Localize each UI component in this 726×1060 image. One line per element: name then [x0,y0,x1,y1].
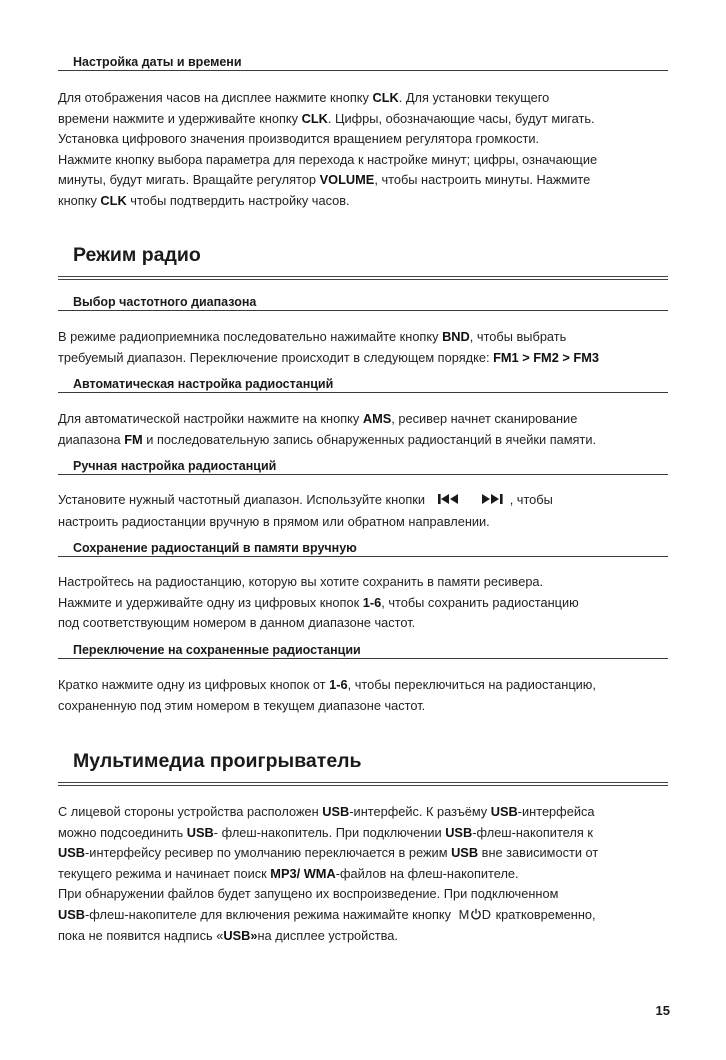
text-line: Для отображения часов на дисплее нажмите кнопку CLK. Для установки текущего [58,90,550,105]
page-number: 15 [655,1003,670,1018]
text-line: При обнаружении файлов будет запущено их воспроизведение. При подключенном [58,886,559,901]
skip-forward-icon [480,491,506,512]
text-line: Кратко нажмите одну из цифровых кнопок от 1-6, чтобы переключиться на радиостанцию, [58,677,596,692]
paragraph-save [58,572,673,634]
paragraph-datetime [58,88,673,211]
text-line: диапазона FM и последовательную запись обнаруженных радиостанций в ячейки памяти. [58,431,597,447]
text-line: С лицевой стороны устройства расположен USB-интерфейс. К разъёму USB-интерфейса [58,804,595,819]
text-line: сохраненную под этим номером в текущем диапазоне частот. [58,697,426,713]
text-line: текущего режима и начинает поиск MP3/ WMA-файлов на флеш-накопителе. [58,865,519,881]
text-line: кнопку CLK чтобы подтвердить настройку часов. [58,192,350,208]
text-line: времени нажмите и удерживайте кнопку CLK. Цифры, обозначающие часы, будут мигать. [58,110,595,126]
paragraph-recall [58,675,673,716]
subheading-band: Выбор частотного диапазона [58,294,668,311]
text-line: минуты, будут мигать. Вращайте регулятор VOLUME, чтобы настроить минуты. Нажмите [58,172,591,187]
subheading-auto: Автоматическая настройка радиостанций [58,376,668,393]
text-line: В режиме радиоприемника последовательно нажимайте кнопку BND, чтобы выбрать [58,329,567,344]
text-line: требуемый диапазон. Переключение происходит в следующем порядке: FM1 > FM2 > FM3 [58,349,600,365]
text-line: Установка цифрового значения производится вращением регулятора громкости. [58,131,540,146]
text-line: Нажмите и удерживайте одну из цифровых кнопок 1-6, чтобы сохранить радиостанцию [58,594,579,610]
section-heading-media: Мультимедиа проигрыватель [58,749,668,786]
subheading-manual: Ручная настройка радиостанций [58,458,668,475]
section-heading-radio: Режим радио [58,243,668,280]
text-line: Нажмите кнопку выбора параметра для перехода к настройке минут; цифры, означающие [58,151,598,167]
subheading-recall: Переключение на сохраненные радиостанции [58,642,668,659]
paragraph-manual: Установите нужный частотный диапазон. Используйте кнопки , чтобы настроить радиостанции вручную в прямом или обратном направлении. [58,492,553,529]
paragraph-auto [58,409,673,450]
text-line: USB-интерфейсу ресивер по умолчанию переключается в режим USB вне зависимости от [58,845,599,860]
power-icon [470,906,482,927]
text-line: под соответствующим номером в данном диапазоне частот. [58,615,416,630]
subheading-save: Сохранение радиостанций в памяти вручную [58,540,668,557]
mod-button-label: M D [459,907,496,922]
subheading-datetime: Настройка даты и времени [58,54,668,71]
paragraph-media: С лицевой стороны устройства расположен USB-интерфейс. К разъёму USB-интерфейса можно подсоединить USB- флеш-накопитель. При подключении USB-флеш-накопителя к USB-интерфейсу ресивер по умолчанию переключается в режим USB вне зависимости от текущего режима и начинает поиск MP3/ WMA-файлов на флеш-накопителе. При обнаружении файлов будет запущено их воспроизведение. При подключенном USB-флеш-накопителе для включения режима нажимайте кнопку M D кратковременно, пока не появится надпись «USB»на дисплее устройства. [58,802,673,947]
paragraph-band [58,327,673,368]
skip-back-icon [437,491,463,512]
text-line: Для автоматической настройки нажмите на кнопку AMS, ресивер начнет сканирование [58,411,578,426]
text-line: Настройтесь на радиостанцию, которую вы хотите сохранить в памяти ресивера. [58,574,544,589]
text-line: можно подсоединить USB- флеш-накопитель. При подключении USB-флеш-накопителя к [58,824,593,840]
